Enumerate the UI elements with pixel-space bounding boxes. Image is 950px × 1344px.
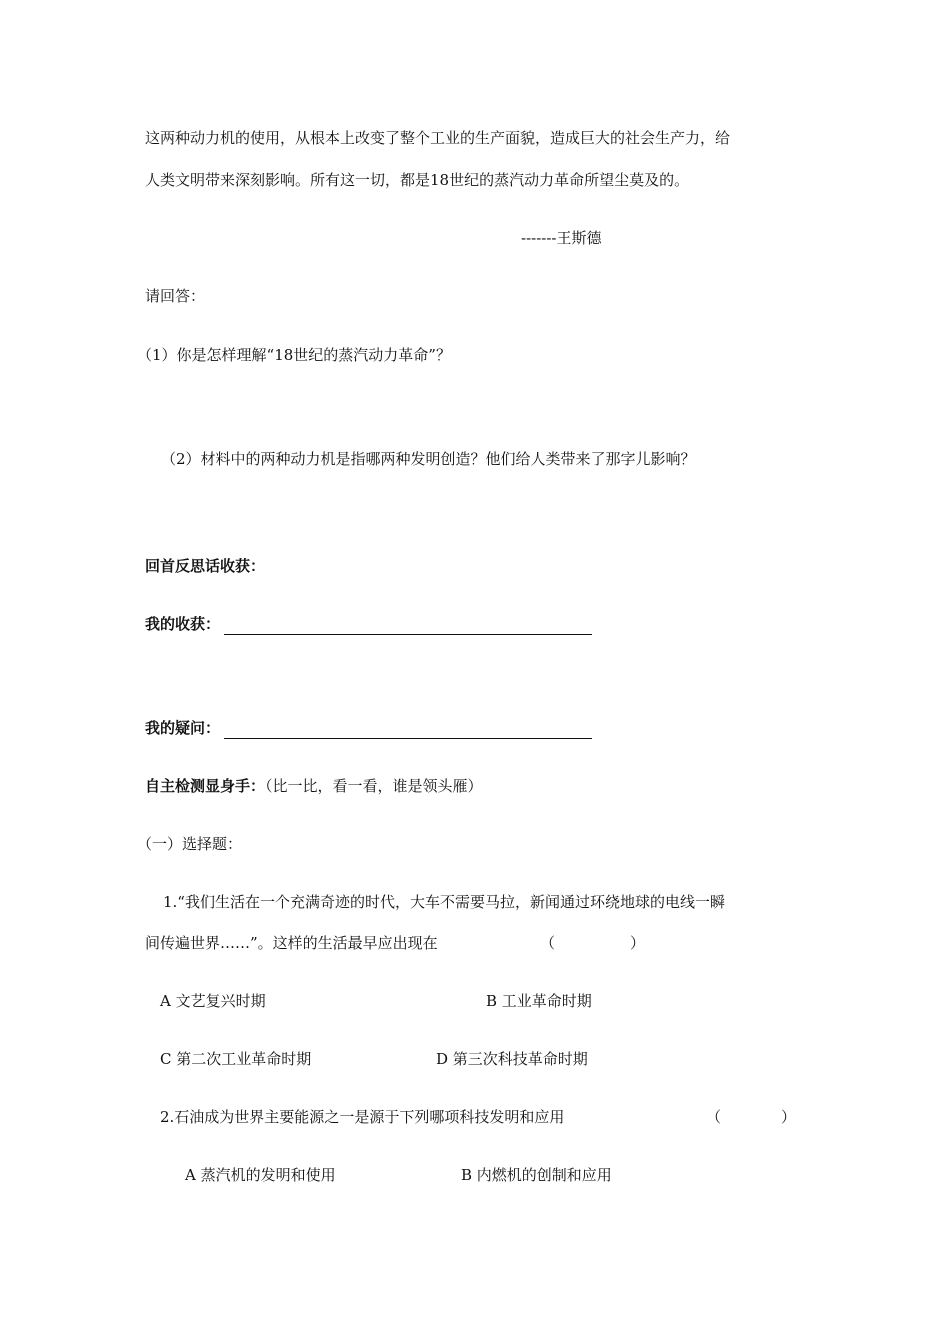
- selftest-heading: 自主检测显身手：: [145, 777, 266, 795]
- mcq-1-paren: （ ）: [540, 934, 646, 952]
- question-1: （1）你是怎样理解“18世纪的蒸汽动力革命”？: [137, 346, 451, 364]
- mcq-2-option-b: B 内燃机的创制和应用: [461, 1166, 612, 1184]
- mcq-1-option-d: D 第三次科技革命时期: [436, 1050, 588, 1068]
- doubt-row: [145, 718, 592, 739]
- mcq-1-option-a: A 文艺复兴时期: [160, 992, 266, 1010]
- passage-line-2: 人类文明带来深刻影响。所有这一切，都是18世纪的蒸汽动力革命所望尘莫及的。: [145, 171, 690, 189]
- mcq-2-paren: （ ）: [706, 1108, 797, 1126]
- mcq-1-option-b: B 工业革命时期: [486, 992, 592, 1010]
- gain-row: [145, 614, 592, 635]
- mcq-1-line-2: 间传遍世界……”。这样的生活最早应出现在: [145, 934, 438, 952]
- section-mcq-heading: （一）选择题：: [137, 835, 243, 853]
- doubt-label: 我的疑问：: [145, 719, 221, 737]
- question-2: （2）材料中的两种动力机是指哪两种发明创造？他们给人类带来了那字儿影响？: [161, 450, 696, 468]
- selftest-row: [145, 776, 483, 796]
- mcq-1-line-1: 1.“我们生活在一个充满奇迹的时代，大车不需要马拉，新闻通过环绕地球的电线一瞬: [163, 893, 725, 911]
- gain-label: 我的收获：: [145, 615, 221, 633]
- passage-line-1: 这两种动力机的使用，从根本上改变了整个工业的生产面貌，造成巨大的社会生产力，给: [145, 129, 731, 147]
- reflection-heading: 回首反思话收获：: [145, 557, 266, 575]
- mcq-2-option-a: A 蒸汽机的发明和使用: [185, 1166, 336, 1184]
- selftest-subtitle: （比一比，看一看，谁是领头雁）: [265, 777, 483, 795]
- gain-blank-line: [224, 616, 592, 635]
- mcq-2-line-1: 2.石油成为世界主要能源之一是源于下列哪项科技发明和应用: [160, 1108, 565, 1126]
- mcq-1-option-c: C 第二次工业革命时期: [160, 1050, 312, 1068]
- doubt-blank-line: [224, 720, 592, 739]
- answer-prompt: 请回答：: [145, 287, 206, 305]
- passage-attribution: -------王斯德: [521, 229, 602, 247]
